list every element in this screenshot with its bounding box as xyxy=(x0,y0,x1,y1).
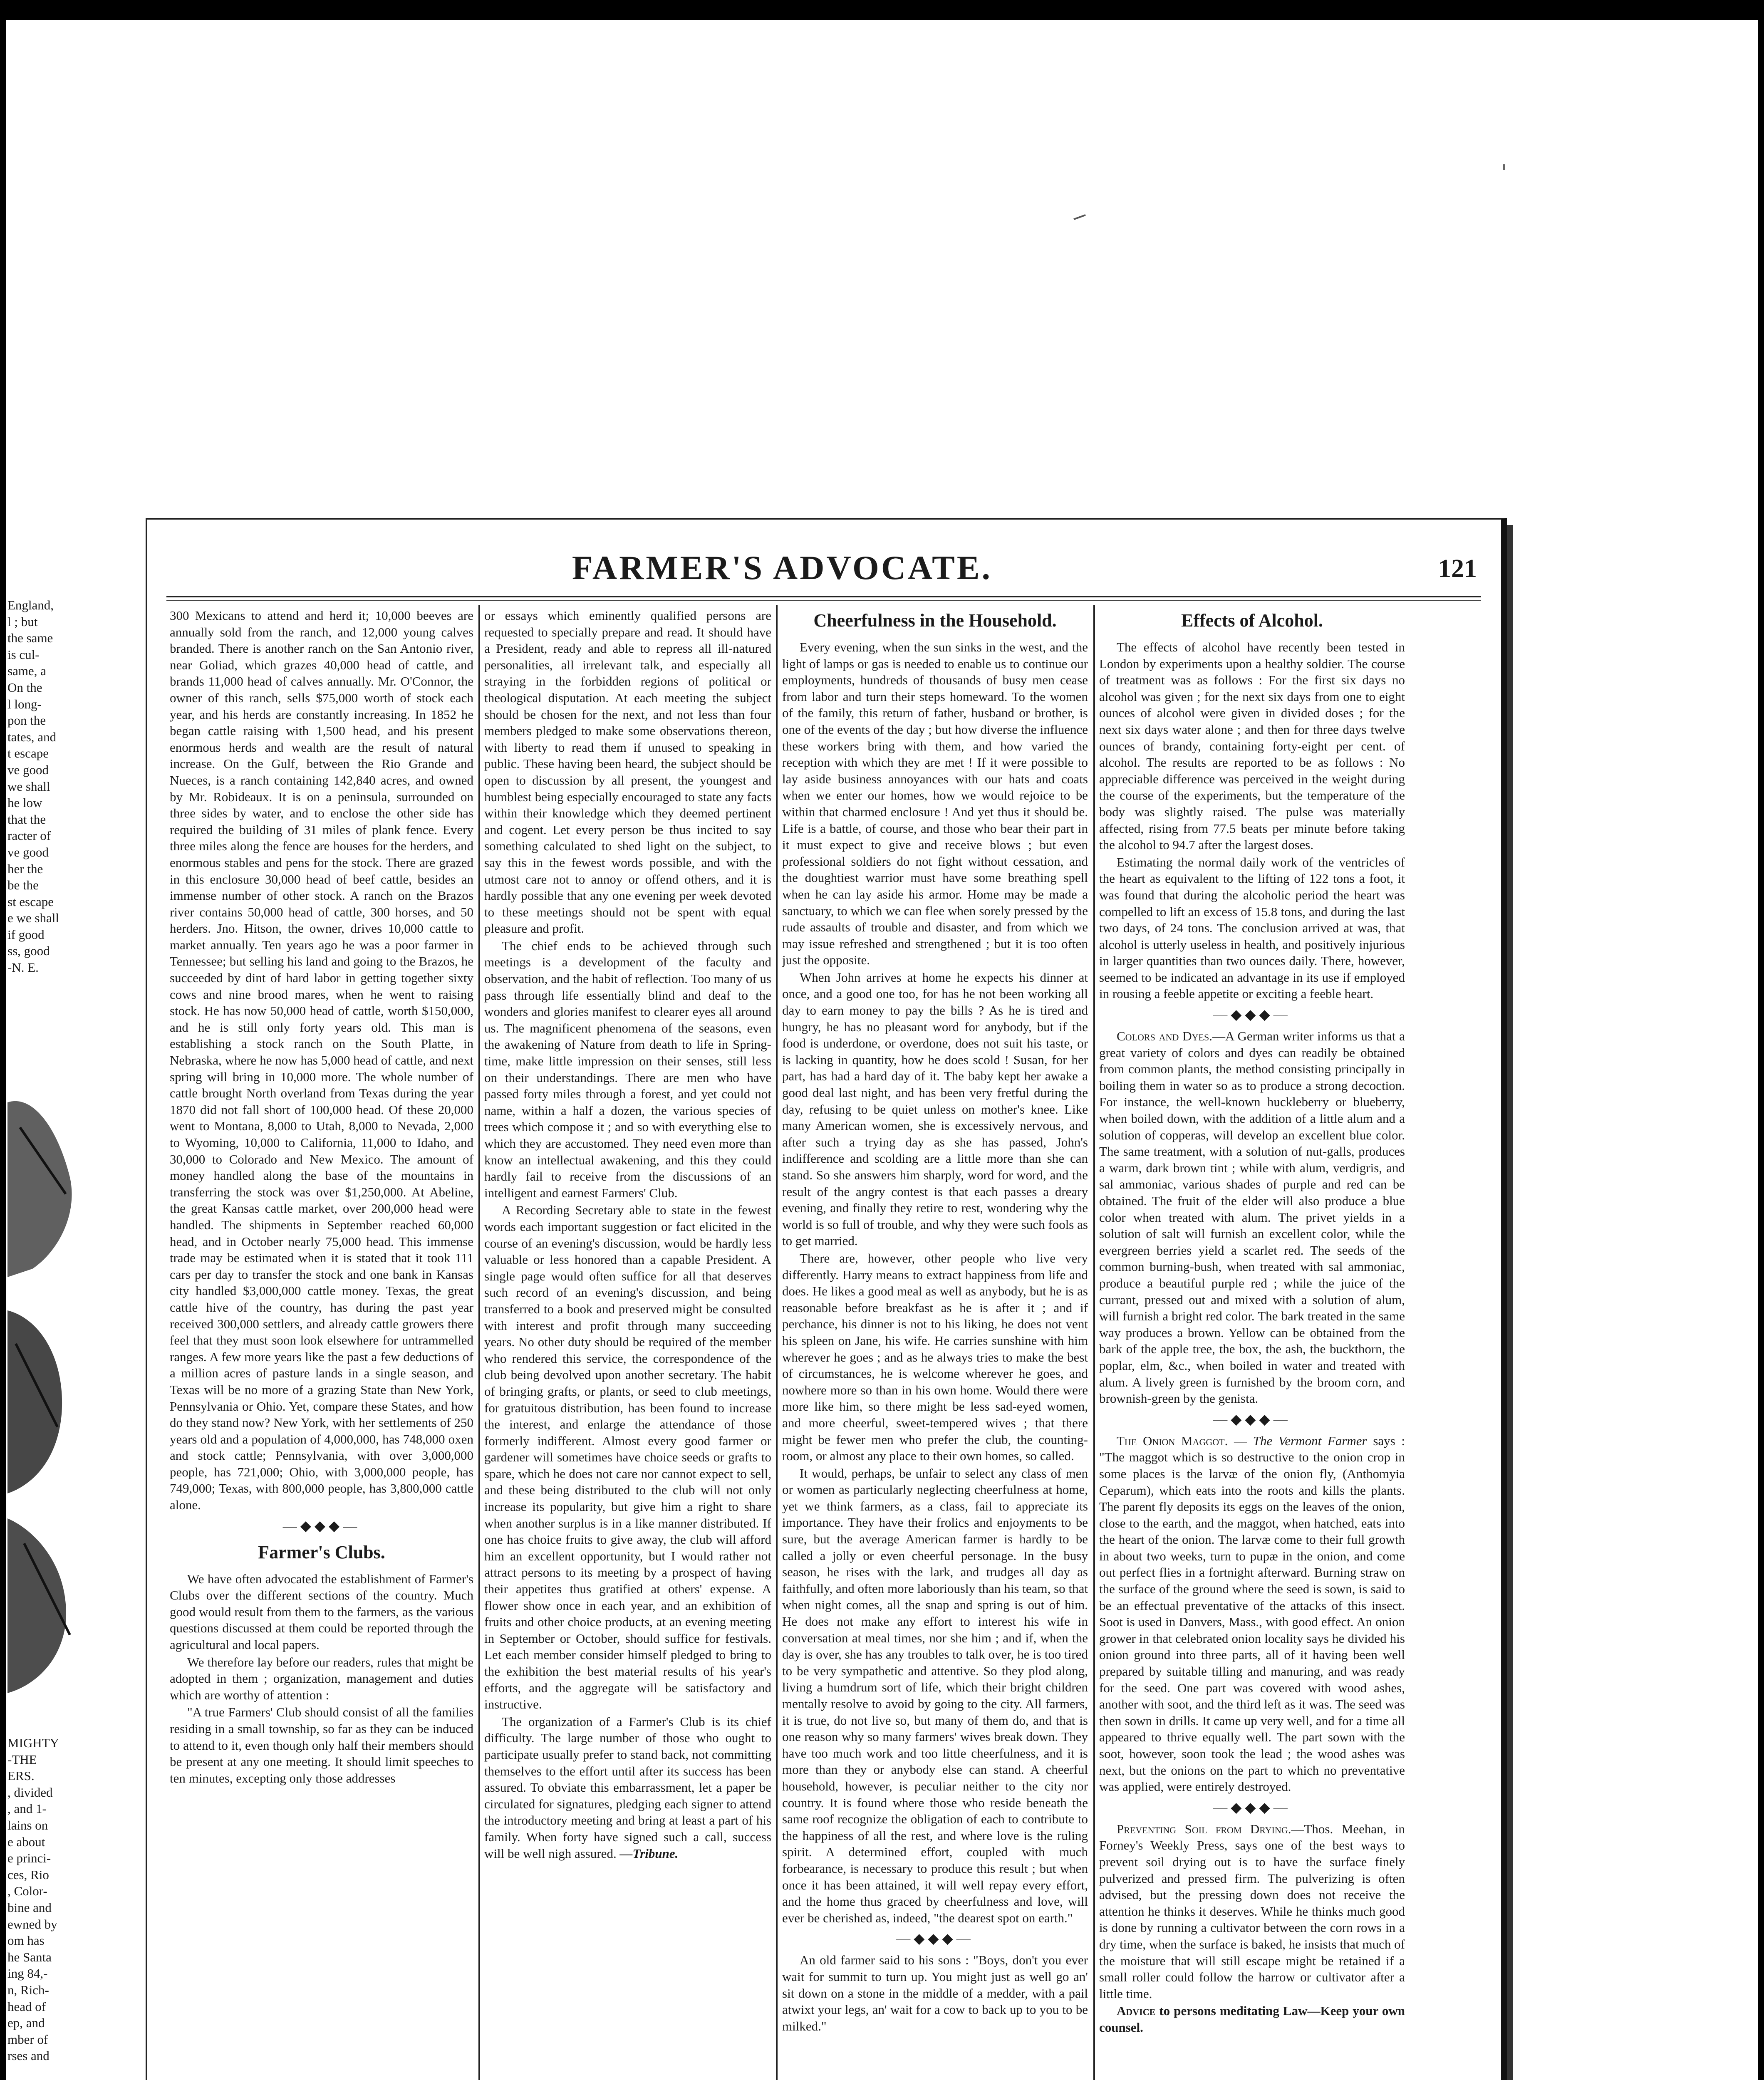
alcohol-paragraph: Estimating the normal daily work of the ventricles of the heart as equivalent to the lifting of 122 tons a foot, it was found that during the alcoholic period the heart was compelled to lift an excess of 15.8 tons, and during the last two days, of 24 tons. The conclusion arrived at was, that alcohol is utterly useless in health, and positively injurious in larger quantities than two ounces daily. There, however, seemed to be indicated an advantage in its use if employed in rousing a feeble appetite or exciting a feeble heart. xyxy=(1099,854,1405,1001)
cattle-ranches-text: 300 Mexicans to attend and herd it; 10,000 beeves are annually sold from the ranch, and 12,000 young calves branded. There is another ranch on the San Antonio river, near Goliad, which grazes 40,000 head of cattle, and brands 11,000 head of calves annually. Mr. O'Connor, the owner of this ranch, sells $75,000 worth of stock each year, and his herds are constantly increasing. In 1852 he began cattle raising with 1,500 head, and his present enormous herds and wealth are the result of natural increase. On the Gulf, between the Rio Grande and Nueces, is a ranch containing 142,840 acres, and owned by Mr. Robideaux. It is on a peninsula, surrounded on three sides by water, and to enclose the other side has required the building of 31 miles of plank fence. Every three miles along the fence are houses for the herders, and enormous stables and pens for the stock. There are grazed in this enclosure 30,000 head of beef cattle, besides an immense number of other stock. A ranch on the Brazos river contains 50,000 head of cattle, 300 horses, and 50 herders. Jno. Hitson, the owner, drives 10,000 cattle to market annually. Ten years ago he was a poor farmer in Tennessee; but selling his land and going to the Brazos, he succeeded by dint of hard labor in getting together sixty cows and nine brood mares, when he went to raising stock. He has now 50,000 head of cattle, worth $150,000, and he is still only forty years old. This man is establishing a stock ranch on the South Platte, in Nebraska, where he now has 5,000 head of cattle, and next spring will bring in 10,000 more. The whole number of cattle brought North overland from Texas during the year 1870 did not fall short of 100,000 head. Of these 20,000 went to Montana, 8,000 to Utah, 8,000 to Nevada, 2,000 to Wyoming, 10,000 to California, 11,000 to Idaho, and 30,000 to Colorado and New Mexico. The amount of money handled along the base of the mountains in transferring the stock was over $1,250,000. At Abeline, the great Kansas cattle market, over 200,000 head were handled. The shipments in September reached 60,000 head, and in October nearly 75,000 head. This immense trade may be estimated when it is stated that it took 111 cars per day to transfer the stock and one bank in Kansas city handled $3,000,000 cattle money. Texas, the great cattle hive of the country, has during the past year received 300,000 settlers, and already cattle growers there feel that they must soon look elsewhere for untrammelled ranges. A few more years like the past a few deductions of a million acres of pasture lands in a single season, and Texas will be no more of a grazing State than New York, Pennsylvania or Ohio. Yet, compare these States, and how do they stand now? New York, with her settlements of 250 years old and a population of 4,000,000, has 748,000 oxen and stock cattle; Pennsylvania, with over 3,000,000 people, has 721,000; Ohio, with 3,000,000 people, has 749,000; Texas, with 800,000 people, has 3,800,000 cattle alone. xyxy=(170,608,473,1513)
farmers-clubs-heading: Farmer's Clubs. xyxy=(258,1542,385,1562)
preventing-soil-drying-body: —Thos. Meehan, in Forney's Weekly Press, says one of the best ways to prevent soil drying out is to have the surface finely pulverized and pressed firm. The pulverizing is often advised, but the pressing down does not receive the attention he thinks it deserves. While he thinks much good is done by running a cultivator between the corn rows in a dry time, when the surface is baked, he insists that much of the moisture that will still escape might be retained if a small roller could follow the harrow or cultivator after a little time. xyxy=(1099,1821,1405,2001)
cheerfulness-paragraph: Every evening, when the sun sinks in the west, and the light of lamps or gas is needed to enable us to continue our employments, hundreds of thousands of busy men cease from labor and turn their steps homeward. To the women of the family, this return of father, husband or brother, is one of the events of the day ; but how diverse the influence these workers bring with them, and how varied the reception with which they are met ! If it were possible to lay aside business annoyances with our hats and coats when we enter our homes, how we would rejoice to be within that charmed enclosure ! And yet thus it should be. Life is a battle, of course, and those who bear their part in it must expect to give and receive blows ; but even professional soldiers do not fight without cessation, and the doughtiest warrior must have some breathing spell when he can lay aside his armor. Home may be made a sanctuary, to which we can flee when sorely pressed by the rude assaults of trouble and disaster, and from which we may issue refreshed and strengthened ; but it is too often just the opposite. xyxy=(782,640,1088,968)
farmers-clubs-paragraph: "A true Farmers' Club should consist of all the families residing in a small township, so far as they can be induced to attend to it, even though only half their members should be present at any one meeting. It should limit speeches to ten minutes, excepting only those addresses xyxy=(170,1705,473,1785)
farmers-clubs-paragraph: or essays which eminently qualified persons are requested to specially prepare and read. It should have a President, ready and able to repress all ill-natured personalities, all irrelevant talk, and especially all straying in the forbidden regions of political or theological disputation. At each meeting the subject should be chosen for the next, and not less than four members pledged to make some observations thereon, with liberty to read them if unused to speaking in public. These having been heard, the subject should be open to discussion by all present, the youngest and humblest being especially encouraged to state any facts within their knowledge which they deemed pertinent and cogent. Let every person be thus incited to say something calculated to shed light on the subject, to say this in the fewest words possible, and with the utmost care not to annoy or offend others, and it is hardly possible that any one evening per week devoted to these meetings should not be spent with equal pleasure and profit. xyxy=(484,608,771,936)
scan-speck xyxy=(1503,164,1505,170)
onion-maggot-title: The Onion Maggot. xyxy=(1117,1433,1228,1448)
preventing-soil-drying-paragraph xyxy=(1099,1821,1405,2002)
column-4 xyxy=(1099,607,1405,2080)
cheerfulness-paragraph: It would, perhaps, be unfair to select any class of men or women as particularly neglecting cheerfulness at home, yet we think farmers, as a class, fail to appreciate its importance. They have their frolics and enjoyments to be sure, but the average American farmer is hardly to be called a jolly or even cheerful personage. In the busy season, he rises with the lark, and trudges all day as faithfully, and often more laboriously than his team, so that when night comes, all the snap and spring is out of him. He does not make any effort to interest his wife in conversation at meal times, nor she him ; and if, when the day is over, she has any troubles to talk over, he is too tired to be very sympathetic and attentive. So they plod along, living a humdrum sort of life, which their bright children mentally resolve to avoid by going to the city. All farmers, it is true, do not live so, but many of them do, and that is one reason why so many farmers' wives break down. They have too much work and too little cheerfulness, and it is more than they or anybody else can stand. A cheerful household, however, is peculiar neither to the city nor country. It is found where those who reside beneath the same roof recognize the obligation of each to contribute to the happiness of all the rest, and where love is the ruling spirit. A determined effort, coupled with much forbearance, is necessary to produce this result ; but when once it has been attained, it will well repay every effort, and the home thus graced by cheerfulness and love, will ever be cherished as, indeed, "the dearest spot on earth." xyxy=(782,1466,1088,1925)
engraving-fragment xyxy=(7,1019,78,1706)
colors-and-dyes-paragraph xyxy=(1099,1028,1405,1407)
farmers-clubs-paragraph: The chief ends to be achieved through such meetings is a development of the faculty and observation, and the habit of reflection. Too many of us pass through life essentially blind and deaf to the wonders and glories manifest to clearer eyes all around us. The magnificent phenomena of the seasons, even the awakening of Nature from death to life in Spring-time, make little impression on their senses, still less on their understandings. There are men who have passed forty miles through a forest, and yet could not name, within a half a dozen, the various species of trees which compose it ; and so with everything else to which they are accustomed. They need even more than know an intellectual awakening, and this they could hardly fail to receive from the discussions of an intelligent and earnest Farmers' Club. xyxy=(484,938,771,1200)
column-3 xyxy=(782,607,1088,2080)
column-rule xyxy=(478,605,480,2080)
left-page-fragment-bottom: MIGHTY -THE ERS. , divided , and 1- lains on e about e princi- ces, Rio , Color- bine and ewned by om has he Santa ing 84,- n, Rich- head of ep, and mber of rses and xyxy=(7,1736,59,2063)
cheerfulness-paragraph: There are, however, other people who live very differently. Harry means to extract happiness from life and does. He likes a good meal as well as anybody, but he is as reasonable before breakfast as he is after it ; and if perchance, his dinner is not to his liking, he does not vent his spleen on Jane, his wife. He carries sunshine with him wherever he goes ; and as he always tries to make the best of circumstances, he is welcome wherever he goes, and nowhere more so than in his own home. Would there were more like him, so there might be less sad-eyed women, and more cheerful, sweet-tempered wives ; that there might be fewer men who prefer the club, the counting-room, or almost any place to their own homes, so called. xyxy=(782,1250,1088,1463)
cheerfulness-heading: Cheerfulness in the Household. xyxy=(813,610,1057,631)
film-border-left xyxy=(0,0,6,2080)
section-ornament xyxy=(1099,1005,1405,1025)
farmers-clubs-paragraph: A Recording Secretary able to state in the fewest words each important suggestion or fact elicited in the course of an evening's discussion, would be hardly less valuable or less honored than a capable President. A single page would often suffice for all that deserves such record of an evening's discussion, and being transferred to a book and preserved might be consulted with interest and profit through many succeeding years. No other duty should be required of the member who rendered this service, the correspondence of the club being devolved upon another secretary. The habit of bringing grafts, or plants, or seed to club meetings, for gratuitous distribution, has been found to increase the interest, and enlarge the attendance of those formerly indifferent. Almost every good farmer or gardener will sometimes have choice seeds or grafts to spare, which he does not care nor cannot expect to sell, and these being distributed to the club will not only increase its popularity, but give him a right to share when another surplus is in a like manner distributed. If one has choice fruits to give away, the club will afford him an excellent opportunity, but I would rather not attract persons to its meeting by a prospect of having their appetites thus gratified at others' expense. A flower show once in each year, and an exhibition of fruits and other choice products, at an evening meeting in September or October, should suffice for festivals. Let each member consider himself pledged to bring to the exhibition the best material results of his year's efforts, and the aggregate will be satisfactory and instructive. xyxy=(484,1203,771,1712)
film-border-top xyxy=(0,0,1764,20)
source-attribution: —Tribune. xyxy=(619,1846,679,1861)
alcohol-paragraph: The effects of alcohol have recently been tested in London by experiments upon a healthy soldier. The course of treatment was as follows : For the first six days no alcohol was given ; for the next six days from one to eight ounces of alcohol were given in divided doses ; for the next six days water alone ; and then for three days twelve ounces of brandy, containing forty-eight per cent. of alcohol. The results are reported to be as follows : No appreciable difference was perceived in the weight during the course of the experiments, but the temperature of the body was slightly raised. The pulse was materially affected, rising from 77.5 beats per minute before taking the alcohol to 94.7 after the largest doses. xyxy=(1099,640,1405,852)
masthead-rule xyxy=(166,596,1481,597)
section-ornament xyxy=(1099,1798,1405,1818)
colors-and-dyes-body: —A German writer informs us that a great variety of colors and dyes can readily be obtained from common plants, the method consisting principally in boiling them in water so as to produce a strong decoction. For instance, the well-known huckleberry or blueberry, when boiled down, with the addition of a little alum and a solution of copperas, will develop an excellent blue color. The same treatment, with a solution of nut-galls, produces a warm, dark brown tint ; while with alum, verdigris, and sal ammoniac, various shades of purple and red can be obtained. The fruit of the elder will also produce a blue color when treated with alum. The privet yields in a solution of salt will furnish an excellent color, while the evergreen berries yield a scarlet red. The seeds of the common burning-bush, when treated with sal ammoniac, produce a beautiful purple red ; while the juice of the currant, pressed out and mixed with a solution of alum, will furnish a bright red color. The bark treated in the same way produces a brown. Yellow can be obtained from the bark of the apple tree, the box, the ash, the buckthorn, the poplar, elm, &c., when boiled in water and treated with alum. A lively green is furnished by the broom corn, and brownish-green by the genista. xyxy=(1099,1029,1405,1406)
farmers-clubs-closing-text: The organization of a Farmer's Club is its chief difficulty. The large number of those who ought to participate usually prefer to stand back, not committing themselves to the effort until after its success has been assured. To obviate this embarrassment, let a paper be circulated for signatures, pledging each signer to attend the introductory meeting and bring at least a part of his family. When forty have signed such a call, success will be well nigh assured. xyxy=(484,1714,771,1861)
film-border-right xyxy=(1758,0,1764,2080)
old-farmer-anecdote: An old farmer said to his sons : "Boys, don't you ever wait for summit to turn up. You might just as well go an' sit down on a stone in the middle of a medder, with a pail atwixt your legs, an' wait for a cow to back up to you to be milked." xyxy=(782,1953,1088,2033)
scan-speck xyxy=(1073,214,1086,220)
left-page-fragment-top: England, l ; but the same is cul- same, a On the l long- pon the tates, and t escape ve good we shall he low that the racter of ve good her the be the st escape e we shall if good ss, good -N. E. xyxy=(7,598,59,975)
page-frame-shadow xyxy=(1507,525,1513,2080)
colors-and-dyes-title: Colors and Dyes. xyxy=(1117,1029,1212,1044)
column-2 xyxy=(484,607,771,2080)
column-rule xyxy=(1093,605,1095,2080)
section-ornament xyxy=(1099,1410,1405,1429)
farmers-clubs-paragraph: We therefore lay before our readers, rules that might be adopted in them ; organization, management and duties which are worthy of attention : xyxy=(170,1654,473,1702)
advice-body: to persons meditating Law—Keep your own counsel. xyxy=(1099,2003,1405,2035)
effects-of-alcohol-heading: Effects of Alcohol. xyxy=(1181,610,1323,631)
onion-maggot-body: says : "The maggot which is so destructive to the onion crop in some places is the larvæ of the onion fly, (Anthomyia Ceparum), which eats into the roots and kills the plants. The parent fly deposits its eggs on the leaves of the onion, close to the earth, and the maggot, when hatched, eats into the heart of the onion. The larvæ come to their full growth in about two weeks, turn to pupæ in the onion, and come out perfect flies in a fortnight afterward. Burning straw on the surface of the ground where the seed is sown, is said to be an effectual preventative of the attacks of this insect. Soot is used in Danvers, Mass., with good effect. An onion grower in that celebrated onion locality says he divided his onion ground into three parts, all of it having been well prepared by suitable tilling and manuring, and was ready for the seed. One part was covered with wood ashes, another with soot, and the third left as it was. The seed was then sown in drills. It came up very well, and for a time all appeared to thrive equally well. The part sown with the soot, however, soon took the lead ; the wood ashes was next, but the onions on the part to which no preventative was applied, were entirely destroyed. xyxy=(1099,1433,1405,1794)
onion-maggot-paragraph: The Onion Maggot. — The Vermont Farmer says : "The maggot which is so destructive to the onion crop in some places is the larvæ of the onion fly, (Anthomyia Ceparum), which eats into the roots and kills the plants. The parent fly deposits its eggs on the leaves of the onion, close to the earth, and the maggot, when hatched, eats into the heart of the onion. The larvæ come to their full growth in about two weeks, turn to pupæ in the onion, and come out perfect flies in a fortnight afterward. Burning straw on the surface of the ground where the seed is sown, is said to be an effectual preventative of the attacks of this insect. Soot is used in Danvers, Mass., with good effect. An onion grower in that celebrated onion locality says he divided his onion ground into three parts, all of it having been well prepared by suitable tilling and manuring, and was ready for the seed. One part was covered with wood ashes, another with soot, and the third left as it was. The seed was then sown in drills. It came up very well, and for a time all appeared to thrive equally well. The part sown with the soot, however, soon took the lead ; the wood ashes was next, but the onions on the part to which no preventative was applied, were entirely destroyed. xyxy=(1099,1433,1405,1794)
advice-paragraph xyxy=(1099,2003,1405,2035)
advice-title: Advice xyxy=(1117,2003,1156,2018)
farmers-clubs-paragraph: We have often advocated the establishment of Farmer's Clubs over the different sections of the country. Much good would result from them to the farmers, as the various questions discussed at them could be reported through the agricultural and local papers. xyxy=(170,1571,473,1652)
preventing-soil-drying-title: Preventing Soil from Drying. xyxy=(1117,1821,1291,1836)
section-ornament xyxy=(782,1929,1088,1949)
column-rule xyxy=(776,605,778,2080)
masthead-rule-thin xyxy=(166,600,1481,601)
cheerfulness-paragraph: When John arrives at home he expects his dinner at once, and a good one too, for has he not been working all day to earn money to pay the bills ? As he is tired and hungry, he has no pleasant word for anybody, but if the food is underdone, or overdone, does not suit his taste, or is lacking in quantity, how he does scold ! Susan, for her part, has had a hard day of it. The baby kept her awake a good deal last night, and has been very fretful during the day, refusing to be quiet unless on mother's knee. Like many American women, she is excessively nervous, and after such a trying day as she has passed, John's indifference and scolding are a little more than she can stand. So she answers him sharply, word for word, and the result of the angry contest is that each passes a dreary evening, and finally they retire to rest, wondering why the world is so full of trouble, and why they were such fools as to get married. xyxy=(782,970,1088,1248)
masthead-title: FARMER'S ADVOCATE. xyxy=(572,549,993,587)
farmers-clubs-paragraph xyxy=(484,1714,771,1862)
page-number: 121 xyxy=(1438,555,1477,583)
column-1 xyxy=(170,607,473,2080)
section-ornament xyxy=(170,1517,473,1536)
onion-maggot-source: The Vermont Farmer xyxy=(1253,1433,1367,1448)
